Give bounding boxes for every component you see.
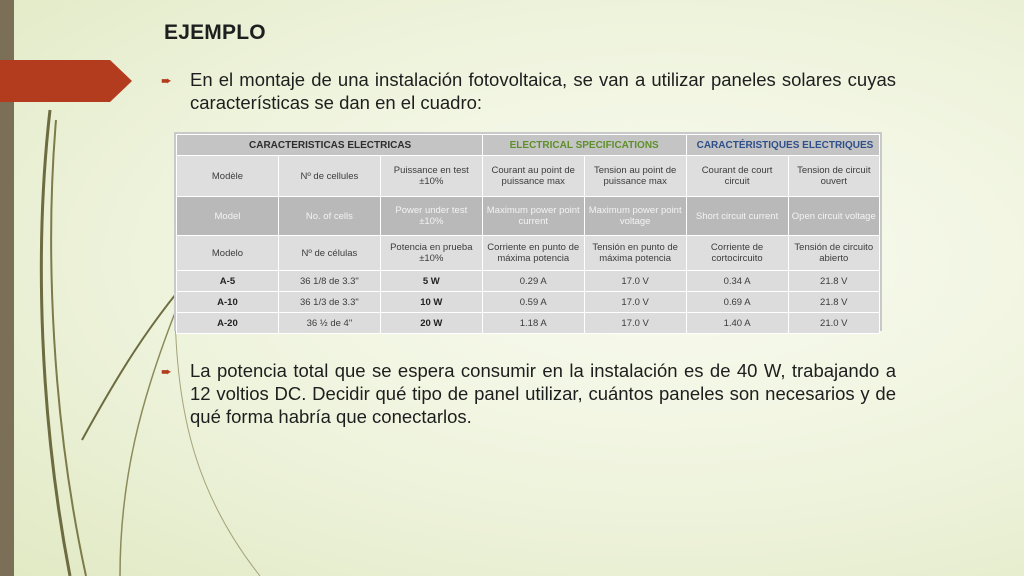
bullet-1	[161, 68, 896, 114]
cell-cells: 36 1/8 de 3.3"	[278, 271, 380, 292]
col-header-es: Tensión de circuito abierto	[788, 236, 879, 271]
cell-power: 5 W	[380, 271, 482, 292]
cell-voc: 21.0 V	[788, 313, 879, 334]
col-header-es: Tensión en punto de máxima potencia	[584, 236, 686, 271]
col-header-fr: Tension de circuit ouvert	[788, 156, 879, 197]
table-header-en: ELECTRICAL SPECIFICATIONS	[482, 135, 686, 156]
col-header-fr: Courant de court circuit	[686, 156, 788, 197]
cell-model: A-10	[177, 292, 279, 313]
bullet-2-text: La potencia total que se espera consumir en la instalación es de 40 W, trabajando a 12 voltios DC. Decidir qué tipo de panel utilizar, cuántos paneles son necesarios y de qué forma habría que conectarlos.	[190, 360, 896, 427]
col-header-es: Modelo	[177, 236, 279, 271]
col-header-fr: Tension au point de puissance max	[584, 156, 686, 197]
cell-imp: 1.18 A	[482, 313, 584, 334]
table-header-es: CARACTERISTICAS ELECTRICAS	[177, 135, 483, 156]
col-header-en: Open circuit voltage	[788, 197, 879, 236]
table-row	[177, 292, 880, 313]
cell-power: 20 W	[380, 313, 482, 334]
col-header-en: No. of cells	[278, 197, 380, 236]
col-header-es: Corriente en punto de máxima potencia	[482, 236, 584, 271]
cell-vmp: 17.0 V	[584, 313, 686, 334]
col-header-en: Short circuit current	[686, 197, 788, 236]
col-header-en: Power under test ±10%	[380, 197, 482, 236]
col-header-es: Corriente de cortocircuito	[686, 236, 788, 271]
col-header-en: Maximum power point voltage	[584, 197, 686, 236]
cell-vmp: 17.0 V	[584, 292, 686, 313]
cell-voc: 21.8 V	[788, 292, 879, 313]
cell-isc: 0.34 A	[686, 271, 788, 292]
cell-model: A-20	[177, 313, 279, 334]
cell-vmp: 17.0 V	[584, 271, 686, 292]
col-header-fr: Courant au point de puissance max	[482, 156, 584, 197]
cell-imp: 0.59 A	[482, 292, 584, 313]
table-row	[177, 271, 880, 292]
arrow-right-icon: ➨	[161, 73, 172, 88]
slide-title: EJEMPLO	[164, 21, 266, 44]
col-header-fr: Puissance en test ±10%	[380, 156, 482, 197]
cell-imp: 0.29 A	[482, 271, 584, 292]
arrow-right-icon: ➨	[161, 364, 172, 379]
table-row	[177, 313, 880, 334]
cell-isc: 1.40 A	[686, 313, 788, 334]
cell-model: A-5	[177, 271, 279, 292]
col-header-fr: Nº de cellules	[278, 156, 380, 197]
bullet-2	[161, 359, 896, 428]
specifications-table	[174, 132, 882, 331]
col-header-fr: Modèle	[177, 156, 279, 197]
col-header-en: Model	[177, 197, 279, 236]
col-header-en: Maximum power point current	[482, 197, 584, 236]
table-header-fr: CARACTÉRISTIQUES ELECTRIQUES	[686, 135, 879, 156]
col-header-es: Nº de células	[278, 236, 380, 271]
col-header-es: Potencia en prueba ±10%	[380, 236, 482, 271]
cell-cells: 36 1/3 de 3.3"	[278, 292, 380, 313]
cell-voc: 21.8 V	[788, 271, 879, 292]
cell-power: 10 W	[380, 292, 482, 313]
cell-cells: 36 ½ de 4"	[278, 313, 380, 334]
cell-isc: 0.69 A	[686, 292, 788, 313]
bullet-1-text: En el montaje de una instalación fotovoltaica, se van a utilizar paneles solares cuyas características se dan en el cuadro:	[190, 69, 896, 113]
